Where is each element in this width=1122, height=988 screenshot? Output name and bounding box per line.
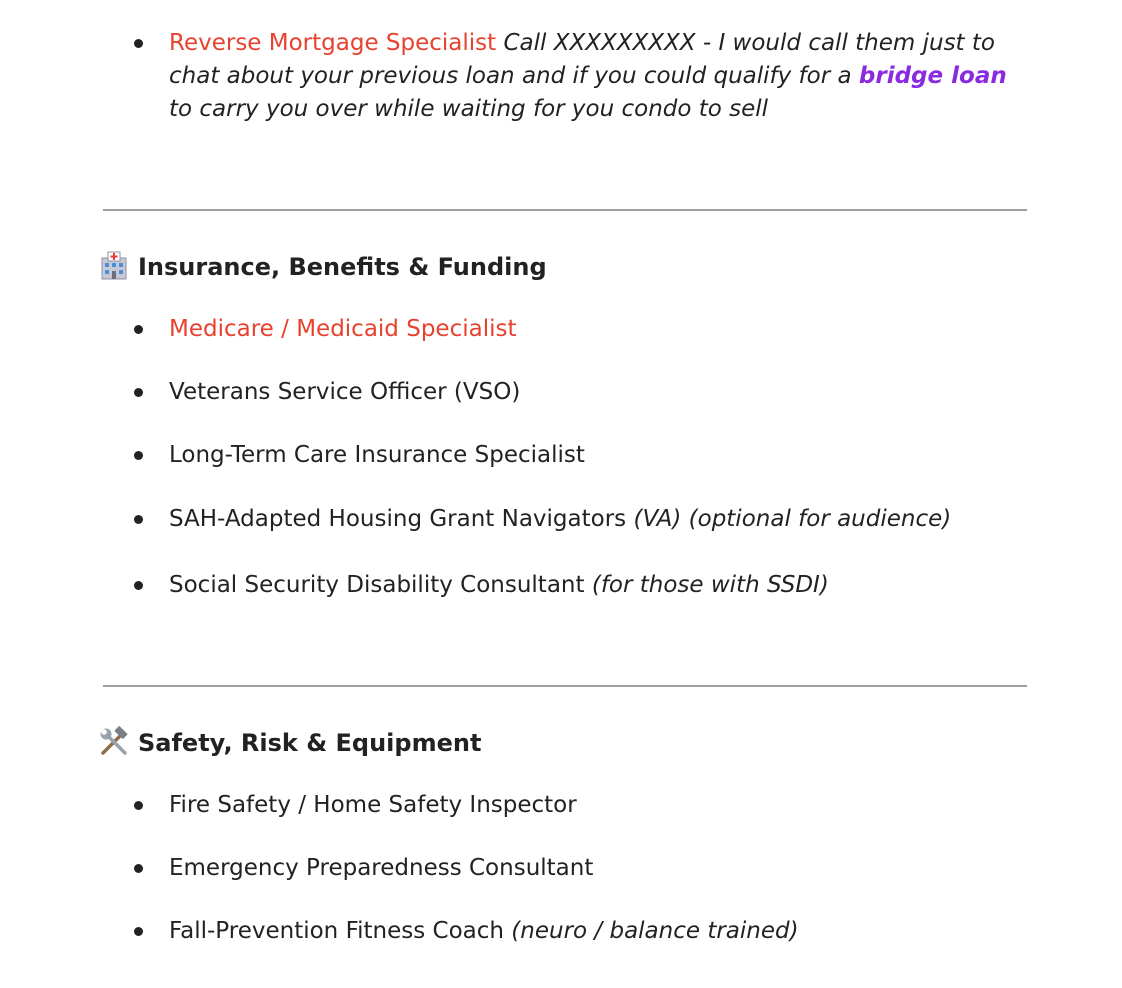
bullet-dot	[134, 325, 143, 334]
hospital-icon	[98, 250, 130, 280]
section-divider	[103, 685, 1027, 687]
list-item-text	[169, 789, 1029, 822]
bullet-dot	[134, 581, 143, 590]
list-item-text	[169, 915, 1029, 948]
list-item-text	[169, 852, 1029, 885]
bullet-dot	[134, 39, 143, 48]
list-item-text	[169, 569, 1029, 602]
ltc-insurance-label: Long-Term Care Insurance Specialist	[169, 442, 585, 468]
bullet-dot	[134, 864, 143, 873]
vso-label: Veterans Service Officer (VSO)	[169, 379, 521, 405]
fall-prevention-label: Fall-Prevention Fitness Coach	[169, 918, 504, 944]
section-heading-text: Safety, Risk & Equipment	[138, 729, 482, 757]
hammer-and-wrench-icon	[98, 726, 130, 756]
bridge-loan-link[interactable]: bridge loan	[858, 63, 1007, 89]
list-item-text	[169, 27, 1029, 126]
bullet-dot	[134, 927, 143, 936]
emergency-prep-label: Emergency Preparedness Consultant	[169, 855, 594, 881]
bullet-dot	[134, 388, 143, 397]
section-heading-safety	[98, 726, 481, 759]
sah-grant-note: (VA) (optional for audience)	[633, 506, 952, 532]
reverse-mortgage-label: Reverse Mortgage Specialist	[169, 30, 497, 56]
list-item-text	[169, 313, 1029, 346]
bullet-dot	[134, 801, 143, 810]
ssdi-note: (for those with SSDI)	[591, 572, 829, 598]
sah-grant-label: SAH-Adapted Housing Grant Navigators	[169, 506, 627, 532]
list-item-text	[169, 439, 1029, 472]
reverse-mortgage-note-end: to carry you over while waiting for you condo to sell	[169, 96, 769, 122]
ssdi-label: Social Security Disability Consultant	[169, 572, 585, 598]
list-item-text	[169, 503, 1029, 536]
fall-prevention-note: (neuro / balance trained)	[511, 918, 799, 944]
bullet-dot	[134, 451, 143, 460]
section-heading-insurance	[98, 250, 547, 283]
list-item-text	[169, 376, 1029, 409]
section-divider	[103, 209, 1027, 211]
bullet-dot	[134, 515, 143, 524]
medicare-label: Medicare / Medicaid Specialist	[169, 316, 517, 342]
reverse-mortgage-note: Call XXXXXXXXX - I would call them just to chat about your previous loan and if you could qualify for a	[169, 30, 995, 89]
fire-safety-label: Fire Safety / Home Safety Inspector	[169, 792, 577, 818]
section-heading-text: Insurance, Benefits & Funding	[138, 253, 547, 281]
